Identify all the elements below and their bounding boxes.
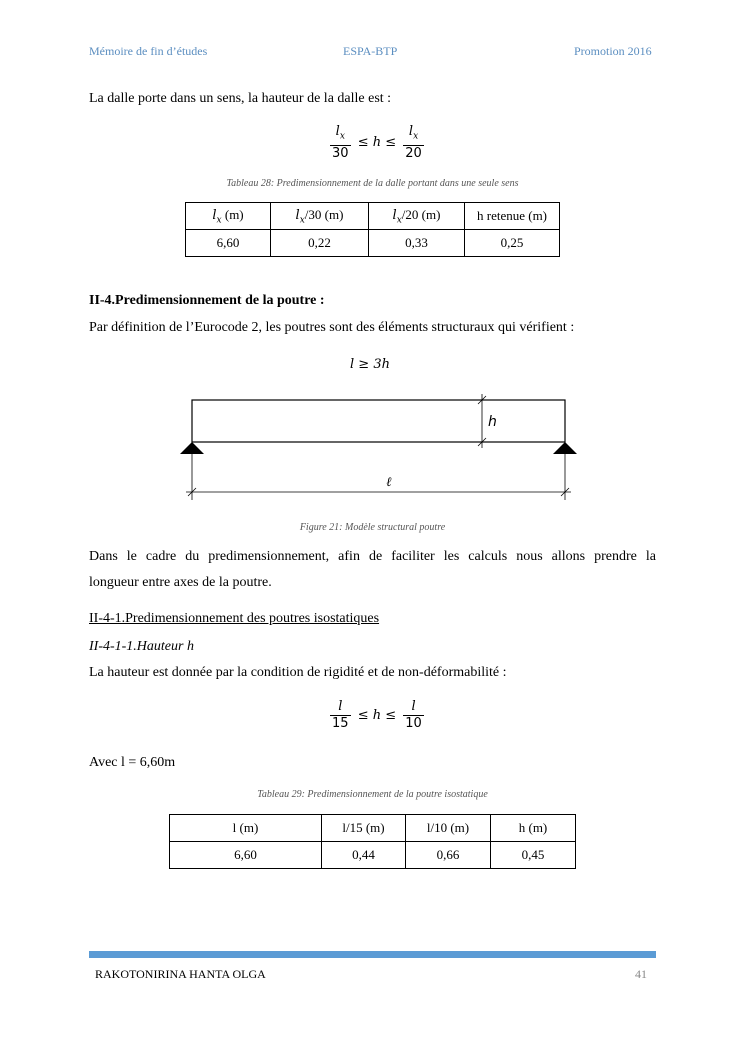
table-cell: 0,22 (271, 230, 369, 257)
label-l: ℓ (386, 475, 392, 490)
table-cell: 0,44 (322, 842, 406, 869)
table-row (170, 842, 576, 869)
paragraph-dalle: La dalle porte dans un sens, la hauteur de la dalle est : (89, 91, 392, 106)
paragraph-eurocode: Par définition de l’Eurocode 2, les poutres sont des éléments structuraux qui vérifient : (89, 320, 575, 335)
beam-figure (170, 388, 590, 508)
figure21-caption: Figure 21: Modèle structural poutre (299, 522, 446, 533)
avec-line: Avec l = 6,60m (89, 755, 176, 770)
table-cell: 0,25 (465, 230, 560, 257)
table-cell: 0,45 (491, 842, 576, 869)
table-header-cell: $l_x/20$ (m) (369, 203, 465, 230)
subsubsection-title: II-4-1-1.Hauteur h (89, 639, 194, 654)
table-cell: 6,60 (186, 230, 271, 257)
formula-poutre: l ≥ 3h (350, 357, 390, 372)
paragraph-cadre-line1: Dans le cadre du predimensionnement, afin de faciliter les calculs nous allons prendre la (89, 549, 656, 564)
table-cell: 6,60 (170, 842, 322, 869)
table-row (170, 815, 576, 842)
table29-caption: Tableau 29: Predimensionnement de la poutre isostatique (257, 789, 488, 800)
table-header-cell: $l_x$ (m) (186, 203, 271, 230)
table-row (186, 230, 560, 257)
table-row (186, 203, 560, 230)
table-header-cell: l (m) (170, 815, 322, 842)
table-header-cell: l/10 (m) (406, 815, 491, 842)
label-h: h (488, 414, 497, 430)
header-right: Promotion 2016 (574, 44, 652, 58)
table-cell: 0,66 (406, 842, 491, 869)
paragraph-hauteur: La hauteur est donnée par la condition de rigidité et de non-déformabilité : (89, 665, 507, 680)
table-header-cell: l/15 (m) (322, 815, 406, 842)
header-left: Mémoire de fin d’études (89, 44, 208, 58)
table-cell: 0,33 (369, 230, 465, 257)
formula-dalle: $\frac{l_x}{30}$ ≤ h ≤ $\frac{l_x}{20}$ (332, 124, 422, 161)
table29 (169, 814, 576, 869)
page-number: 41 (635, 967, 647, 981)
table-header-cell: h retenue (m) (465, 203, 560, 230)
table28-caption: Tableau 28: Predimensionnement de la dalle portant dans une seule sens (226, 178, 519, 189)
section-title: II-4.Predimensionnement de la poutre : (89, 293, 325, 308)
table-header-cell: $l_x/30$ (m) (271, 203, 369, 230)
paragraph-cadre-line2: longueur entre axes de la poutre. (89, 575, 272, 590)
formula-hauteur: $\frac{l}{15}$ ≤ h ≤ $\frac{l}{10}$ (332, 699, 422, 731)
table-header-cell: h (m) (491, 815, 576, 842)
header-center: ESPA-BTP (343, 44, 398, 58)
subsection-title: II-4-1.Predimensionnement des poutres isostatiques (89, 611, 380, 626)
footer-author: RAKOTONIRINA HANTA OLGA (95, 967, 266, 981)
footer-bar (89, 951, 656, 958)
table28 (185, 202, 560, 257)
